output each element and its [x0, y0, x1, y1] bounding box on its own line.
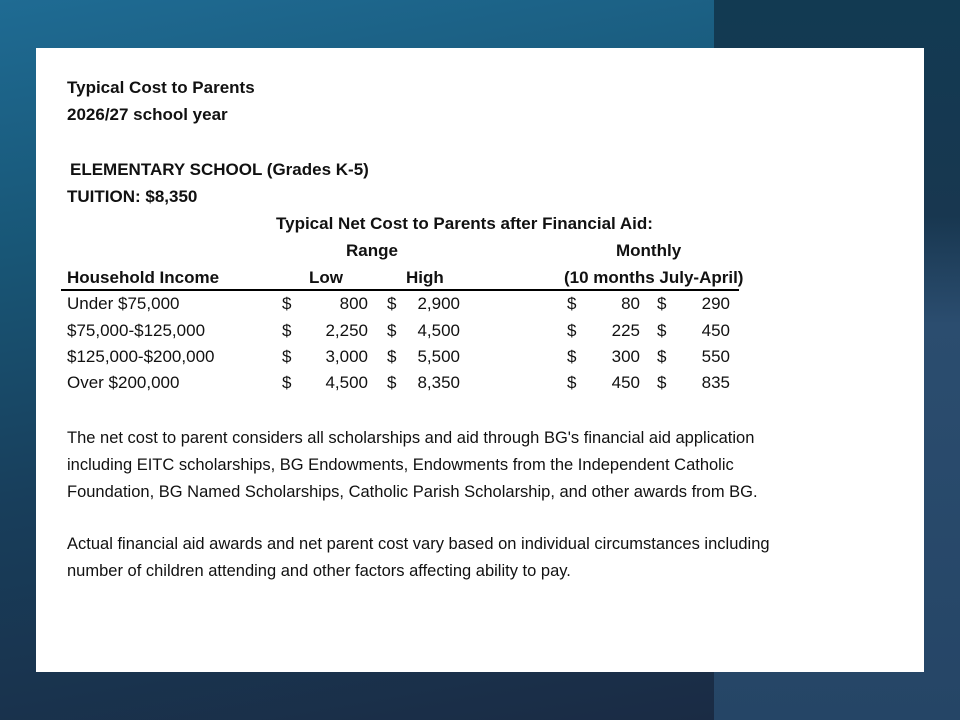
currency-sign: $ [387, 294, 397, 313]
row-monthly-high: 550 [701, 347, 730, 366]
currency-sign: $ [567, 294, 577, 313]
currency-sign: $ [282, 347, 292, 366]
col-header-monthly-note: (10 months July-April) [564, 268, 744, 287]
row-low: 800 [339, 294, 368, 313]
currency-sign: $ [657, 347, 667, 366]
doc-title: Typical Cost to Parents [67, 78, 255, 97]
row-low: 2,250 [325, 321, 368, 340]
row-monthly-low: 300 [611, 347, 640, 366]
currency-sign: $ [657, 373, 667, 392]
row-income: $75,000-$125,000 [67, 321, 206, 340]
note-line: Actual financial aid awards and net parent cost vary based on individual circumstances including [67, 535, 770, 553]
col-header-income: Household Income [67, 268, 220, 287]
row-income: $125,000-$200,000 [67, 347, 215, 366]
row-monthly-low: 450 [611, 373, 640, 392]
row-high: 2,900 [417, 294, 460, 313]
note-paragraph-1 [67, 425, 758, 506]
monthly-header: Monthly [616, 241, 682, 260]
row-monthly-low: 225 [611, 321, 640, 340]
row-monthly-high: 290 [701, 294, 730, 313]
currency-sign: $ [567, 321, 577, 340]
document-sheet [36, 48, 924, 672]
row-low: 4,500 [325, 373, 368, 392]
row-income: Under $75,000 [67, 294, 180, 313]
note-line: The net cost to parent considers all scholarships and aid through BG's financial aid application [67, 429, 755, 447]
row-income: Over $200,000 [67, 373, 180, 392]
note-line: including EITC scholarships, BG Endowments, Endowments from the Independent Catholic [67, 456, 734, 474]
row-monthly-high: 450 [701, 321, 730, 340]
range-header: Range [346, 241, 398, 260]
row-high: 8,350 [417, 373, 460, 392]
currency-sign: $ [282, 321, 292, 340]
row-monthly-low: 80 [621, 294, 640, 313]
header-rule [61, 289, 739, 291]
doc-subtitle: 2026/27 school year [67, 105, 228, 124]
row-high: 4,500 [417, 321, 460, 340]
row-high: 5,500 [417, 347, 460, 366]
currency-sign: $ [387, 321, 397, 340]
col-header-high: High [406, 268, 444, 287]
note-line: number of children attending and other factors affecting ability to pay. [67, 562, 571, 580]
tuition-label: TUITION: $8,350 [67, 187, 198, 206]
currency-sign: $ [567, 347, 577, 366]
row-monthly-high: 835 [701, 373, 730, 392]
currency-sign: $ [657, 321, 667, 340]
note-line: Foundation, BG Named Scholarships, Catholic Parish Scholarship, and other awards from BG. [67, 483, 758, 501]
table-caption: Typical Net Cost to Parents after Financial Aid: [276, 214, 653, 233]
currency-sign: $ [282, 294, 292, 313]
currency-sign: $ [567, 373, 577, 392]
currency-sign: $ [387, 347, 397, 366]
currency-sign: $ [387, 373, 397, 392]
col-header-low: Low [309, 268, 343, 287]
note-paragraph-2 [67, 531, 770, 585]
currency-sign: $ [657, 294, 667, 313]
section-title: ELEMENTARY SCHOOL (Grades K-5) [70, 160, 369, 179]
row-low: 3,000 [325, 347, 368, 366]
currency-sign: $ [282, 373, 292, 392]
